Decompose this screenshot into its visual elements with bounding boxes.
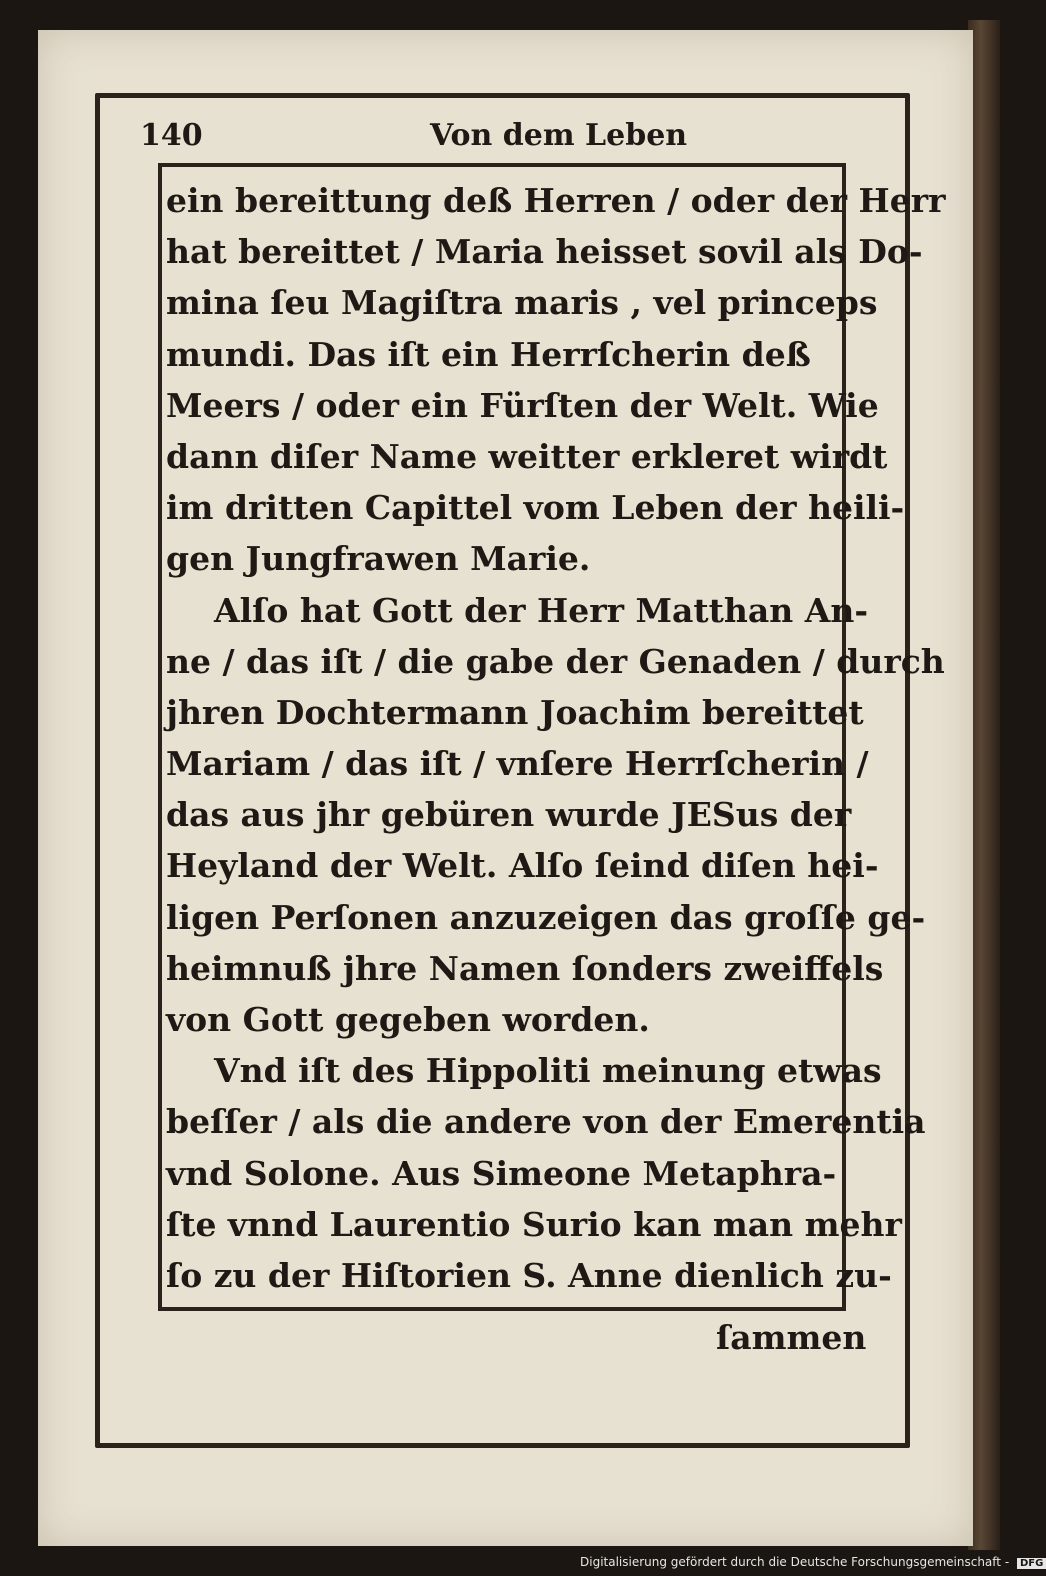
text-line: Meers / oder ein Fürſten der Welt. Wie (166, 385, 879, 425)
text-line: beſſer / als die andere von der Emerentia (166, 1102, 926, 1142)
text-line: dann diſer Name weitter erkleret wirdt (166, 436, 888, 476)
dfg-logo: DFG (1017, 1558, 1046, 1569)
text-line: ligen Perſonen anzuzeigen das groſſe ge- (166, 897, 926, 937)
running-title: Von dem Leben (430, 118, 688, 153)
text-line: das aus jhr gebüren wurde JESus der (166, 795, 852, 835)
credit-text: Digitalisierung gefördert durch die Deutsche Forschungsgemeinschaft - (580, 1555, 1010, 1569)
text-line: jhren Dochtermann Joachim bereittet (166, 692, 864, 732)
body-text (166, 175, 946, 1301)
text-line: mundi. Das iſt ein Herrſcherin deß (166, 334, 811, 374)
catchword: ſammen (716, 1318, 867, 1357)
page-header (140, 118, 840, 158)
text-line: Alſo hat Gott der Herr Matthan An- (214, 590, 869, 630)
text-line: ne / das iſt / die gabe der Genaden / durch (166, 641, 945, 681)
text-line: im dritten Capittel vom Leben der heili- (166, 488, 905, 528)
text-line: mina ſeu Magiſtra maris , vel princeps (166, 283, 878, 323)
text-line: vnd Solone. Aus Simeone Metaphra- (166, 1153, 837, 1193)
text-line: Mariam / das iſt / vnſere Herrſcherin / (166, 744, 869, 784)
text-line: von Gott gegeben worden. (166, 1000, 650, 1039)
text-line: hat bereittet / Maria heisset sovil als Do- (166, 232, 923, 272)
text-line: Heyland der Welt. Alſo ſeind diſen hei- (166, 846, 879, 886)
digitization-credit (580, 1555, 1046, 1569)
text-line: ſo zu der Hiſtorien S. Anne dienlich zu- (166, 1255, 892, 1295)
page-number: 140 (140, 118, 203, 153)
text-line: Vnd iſt des Hippoliti meinung etwas (214, 1051, 882, 1091)
text-line: ſte vnnd Laurentio Surio kan man mehr (166, 1204, 902, 1244)
text-line: heimnuß jhre Namen ſonders zweiffels (166, 948, 884, 988)
text-line: gen Jungfrawen Marie. (166, 539, 591, 579)
text-line: ein bereittung deß Herren / oder der Herr (166, 181, 946, 220)
